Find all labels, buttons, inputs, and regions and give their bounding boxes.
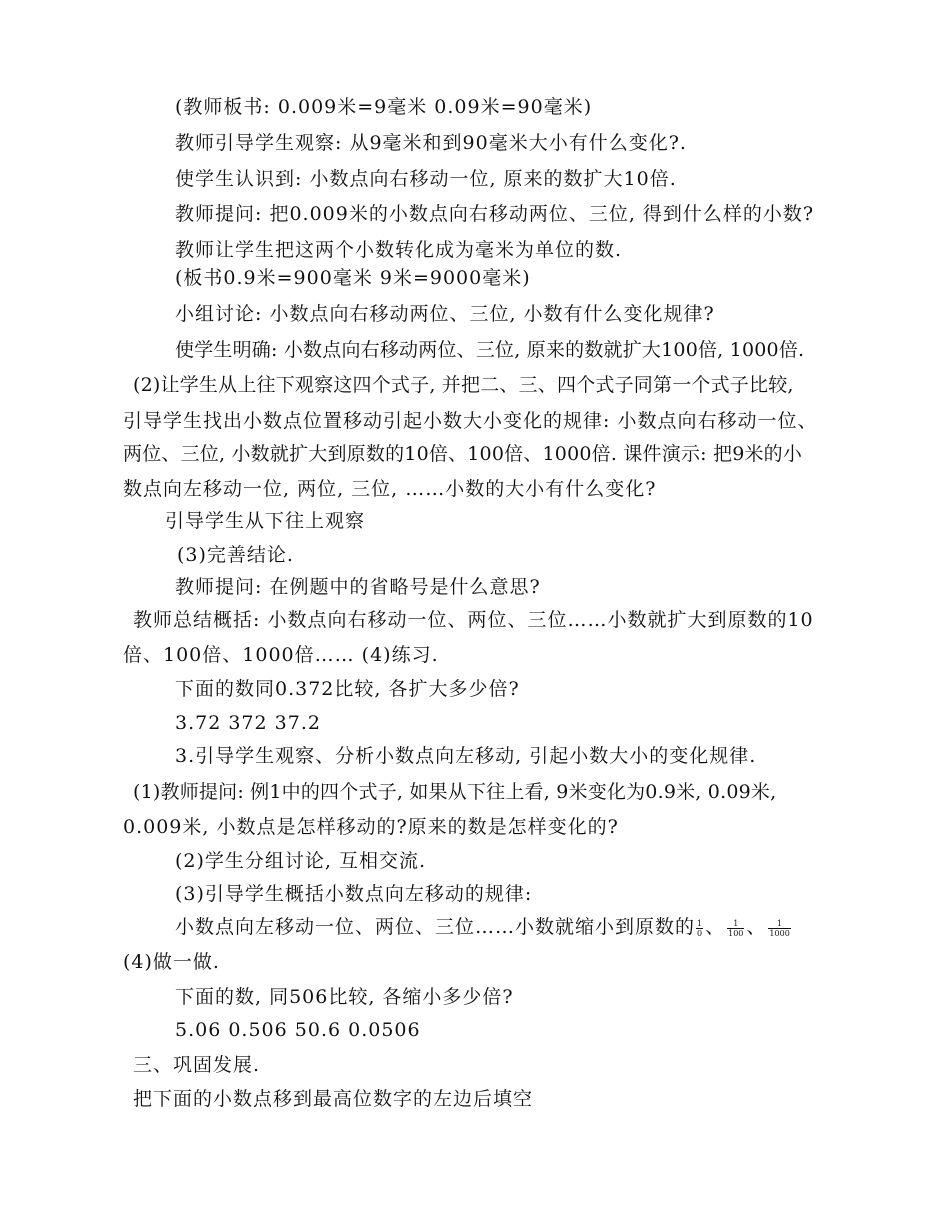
text-line: 使学生认识到: 小数点向右移动一位, 原来的数扩大10倍.: [175, 168, 677, 190]
fraction-denominator: 0: [697, 928, 703, 938]
fraction-tenth: [696, 919, 703, 938]
text-line: (板书0.9米=900毫米 9米=9000毫米): [175, 267, 531, 289]
fraction-separator: 、: [746, 916, 767, 938]
text-line: (2)让学生从上往下观察这四个式子, 并把二、三、四个式子同第一个式子比较,: [133, 374, 794, 396]
text-line: 教师总结概括: 小数点向右移动一位、两位、三位……小数就扩大到原数的10: [133, 609, 814, 631]
text-line: 下面的数, 同506比较, 各缩小多少倍?: [175, 986, 514, 1008]
text-line: 教师提问: 把0.009米的小数点向右移动两位、三位, 得到什么样的小数?: [175, 203, 815, 225]
text-line: 3.引导学生观察、分析小数点向左移动, 引起小数大小的变化规律.: [175, 745, 757, 767]
fraction-separator: 、: [705, 916, 726, 938]
text-line: 0.009米, 小数点是怎样移动的?原来的数是怎样变化的?: [123, 816, 619, 838]
text-line: 两位、三位, 小数就扩大到原数的10倍、100倍、1000倍. 课件演示: 把9米的小: [123, 443, 803, 465]
text-line: 3.72 372 37.2: [175, 712, 321, 734]
text-line: 5.06 0.506 50.6 0.0506: [175, 1019, 421, 1041]
text-line: (3)引导学生概括小数点向左移动的规律:: [175, 883, 533, 905]
fraction-denominator: 1000: [769, 928, 790, 938]
text-line: 引导学生找出小数点位置移动引起小数大小变化的规律: 小数点向右移动一位、: [123, 410, 818, 432]
fraction-denominator: 100: [728, 928, 744, 938]
text-line: 教师提问: 在例题中的省略号是什么意思?: [175, 576, 541, 598]
text-line: 把下面的小数点移到最高位数字的左边后填空: [133, 1088, 534, 1110]
text-line: 引导学生从下往上观察: [165, 510, 366, 532]
text-line: 下面的数同0.372比较, 各扩大多少倍?: [175, 678, 520, 700]
fraction-numerator: 1: [697, 918, 703, 928]
fraction-numerator: 1: [768, 919, 790, 929]
fraction-hundredth: [727, 919, 744, 938]
text-line: 教师引导学生观察: 从9毫米和到90毫米大小有什么变化?.: [175, 132, 687, 154]
text-line: 使学生明确: 小数点向右移动两位、三位, 原来的数就扩大100倍, 1000倍.: [175, 339, 805, 361]
text-line: (4)做一做.: [123, 951, 220, 973]
text-line: 小组讨论: 小数点向右移动两位、三位, 小数有什么变化规律?: [175, 303, 715, 325]
text-line: (3)完善结论.: [177, 544, 294, 566]
fraction-numerator: 1: [727, 919, 744, 929]
fraction-thousandth: [768, 919, 790, 938]
text-line: 倍、100倍、1000倍…… (4)练习.: [123, 644, 439, 666]
text-line: (教师板书: 0.009米=9毫米 0.09米=90毫米): [175, 96, 593, 118]
text-segment: 小数点向左移动一位、两位、三位……小数就缩小到原数的: [175, 916, 696, 938]
text-line: (1)教师提问: 例1中的四个式子, 如果从下往上看, 9米变化为0.9米, 0.09米,: [133, 781, 777, 803]
text-line: 数点向左移动一位, 两位, 三位, ……小数的大小有什么变化?: [123, 478, 657, 500]
fraction-line: [175, 915, 792, 939]
text-line: (2)学生分组讨论, 互相交流.: [175, 850, 427, 872]
text-line: 教师让学生把这两个小数转化成为毫米为单位的数.: [175, 239, 623, 261]
section-heading: 三、巩固发展.: [133, 1054, 261, 1076]
